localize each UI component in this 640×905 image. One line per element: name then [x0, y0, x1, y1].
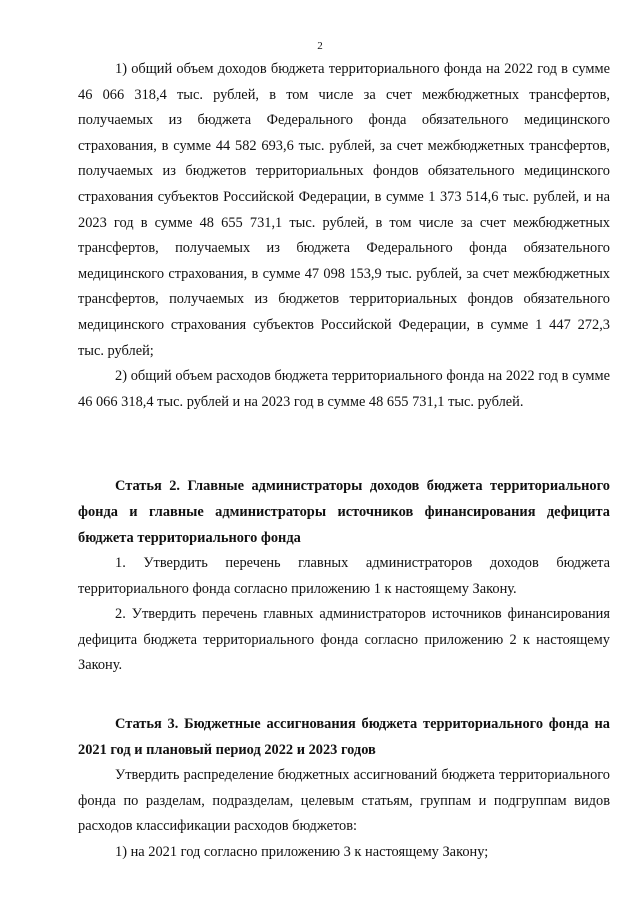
article3-item-1: 1) на 2021 год согласно приложению 3 к настоящему Закону; [115, 844, 489, 861]
article1-item-1: 1) общий объем доходов бюджета территориального фонда на 2022 год в сумме 46 066 318,4 тыс. рублей, в том числе за счет межбюджетных трансфертов, получаемых из бюджета Федерального фонда обязательного медицинского страхования, в сумме 44 582 693,6 тыс. рублей, за счет межбюджетных трансфертов, получаемых из бюджетов территориальных фондов обязательного медицинского страхования субъектов Российской Федерации, в сумме 1 373 514,6 тыс. рублей, и на 2023 год в сумме 48 655 731,1 тыс. рублей, в том числе за счет межбюджетных трансфертов, получаемых из бюджета Федерального фонда обязательного медицинского страхования, в сумме 47 098 153,9 тыс. рублей, за счет межбюджетных трансфертов, получаемых из бюджетов территориальных фондов обязательного медицинского страхования субъектов Российской Федерации, в сумме 1 447 272,3 тыс. рублей; [78, 61, 610, 359]
article1-item-2: 2) общий объем расходов бюджета территориального фонда на 2022 год в сумме 46 066 318,4 тыс. рублей и на 2023 год в сумме 48 655 731,1 тыс. рублей. [78, 368, 610, 410]
article3-heading: Статья 3. Бюджетные ассигнования бюджета территориального фонда на 2021 год и плановый период 2022 и 2023 годов [78, 716, 610, 758]
document-body [78, 57, 610, 866]
article2-item-2: 2. Утвердить перечень главных администраторов источников финансирования дефицита бюджета территориального фонда согласно приложению 2 к настоящему Закону. [78, 606, 610, 674]
article3-intro: Утвердить распределение бюджетных ассигнований бюджета территориального фонда по разделам, подразделам, целевым статьям, группам и подгруппам видов расходов классификации расходов бюджетов: [78, 767, 610, 835]
page-number: 2 [317, 40, 323, 52]
article2-heading: Статья 2. Главные администраторы доходов бюджета территориального фонда и главные администраторы источников финансирования дефицита бюджета территориального фонда [78, 478, 610, 546]
article2-item-1: 1. Утвердить перечень главных администраторов доходов бюджета территориального фонда согласно приложению 1 к настоящему Закону. [78, 555, 610, 597]
